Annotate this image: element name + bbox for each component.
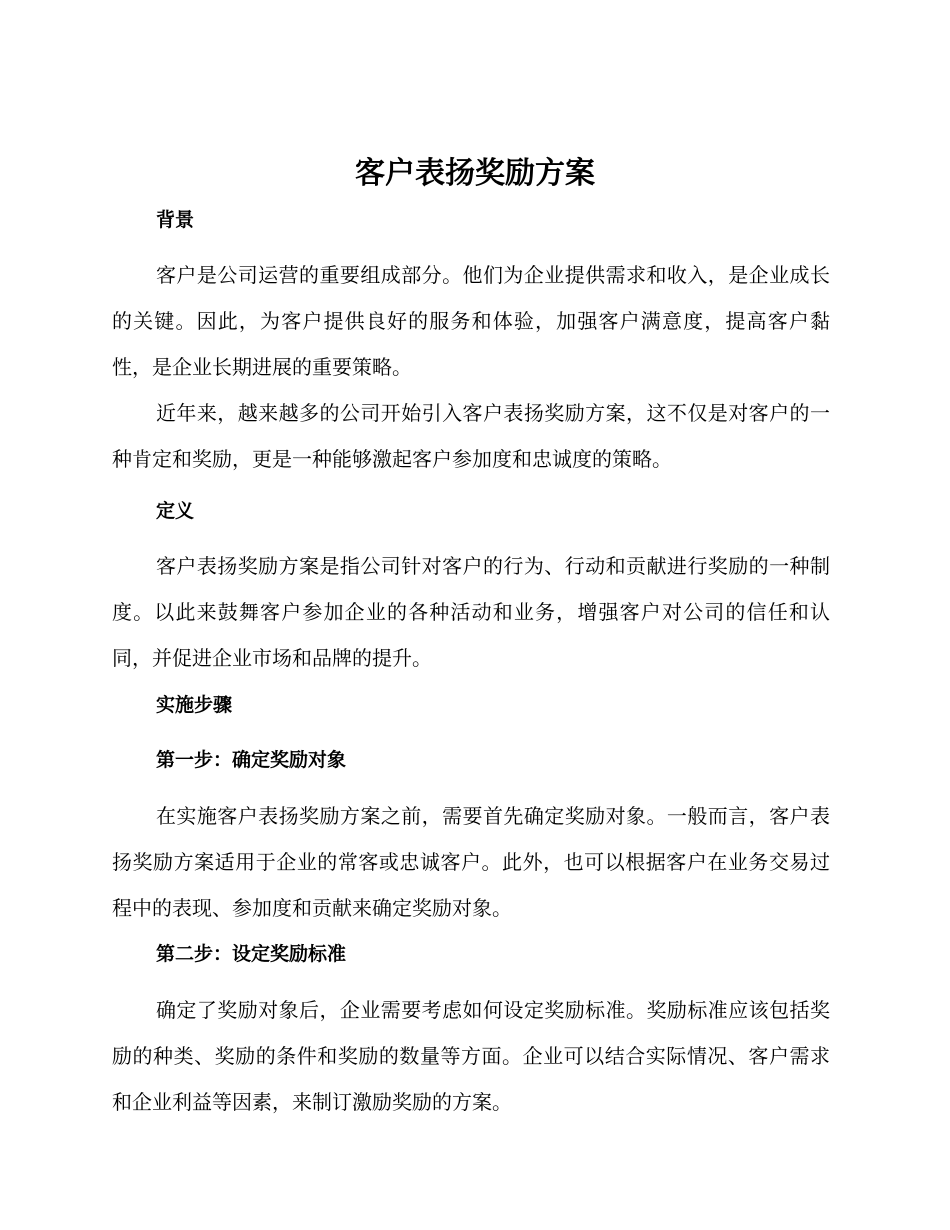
section-heading-implementation: 实施步骤 — [156, 694, 233, 716]
background-paragraph-2: 近年来，越来越多的公司开始引入客户表扬奖励方案，这不仅是对客户的一种肯定和奖励，更是一种能够激起客户参加度和忠诚度的策略。 — [112, 401, 830, 471]
step-2-heading: 第二步：设定奖励标准 — [156, 943, 347, 965]
step-1-paragraph: 在实施客户表扬奖励方案之前，需要首先确定奖励对象。一般而言，客户表扬奖励方案适用于企业的常客或忠诚客户。此外，也可以根据客户在业务交易过程中的表现、参加度和贡献来确定奖励对象。 — [112, 804, 830, 920]
step-2-paragraph: 确定了奖励对象后，企业需要考虑如何设定奖励标准。奖励标准应该包括奖励的种类、奖励的条件和奖励的数量等方面。企业可以结合实际情况、客户需求和企业利益等因素，来制订激励奖励的方案。 — [112, 998, 830, 1114]
section-heading-background: 背景 — [156, 209, 195, 231]
section-heading-definition: 定义 — [156, 500, 195, 522]
background-paragraph-1: 客户是公司运营的重要组成部分。他们为企业提供需求和收入，是企业成长的关键。因此，为客户提供良好的服务和体验，加强客户满意度，提高客户黏性，是企业长期进展的重要策略。 — [112, 263, 830, 379]
step-1-heading: 第一步：确定奖励对象 — [156, 749, 347, 771]
document-title: 客户表扬奖励方案 — [355, 156, 595, 191]
definition-paragraph-1: 客户表扬奖励方案是指公司针对客户的行为、行动和贡献进行奖励的一种制度。以此来鼓舞客户参加企业的各种活动和业务，增强客户对公司的信任和认同，并促进企业市场和品牌的提升。 — [112, 554, 830, 670]
